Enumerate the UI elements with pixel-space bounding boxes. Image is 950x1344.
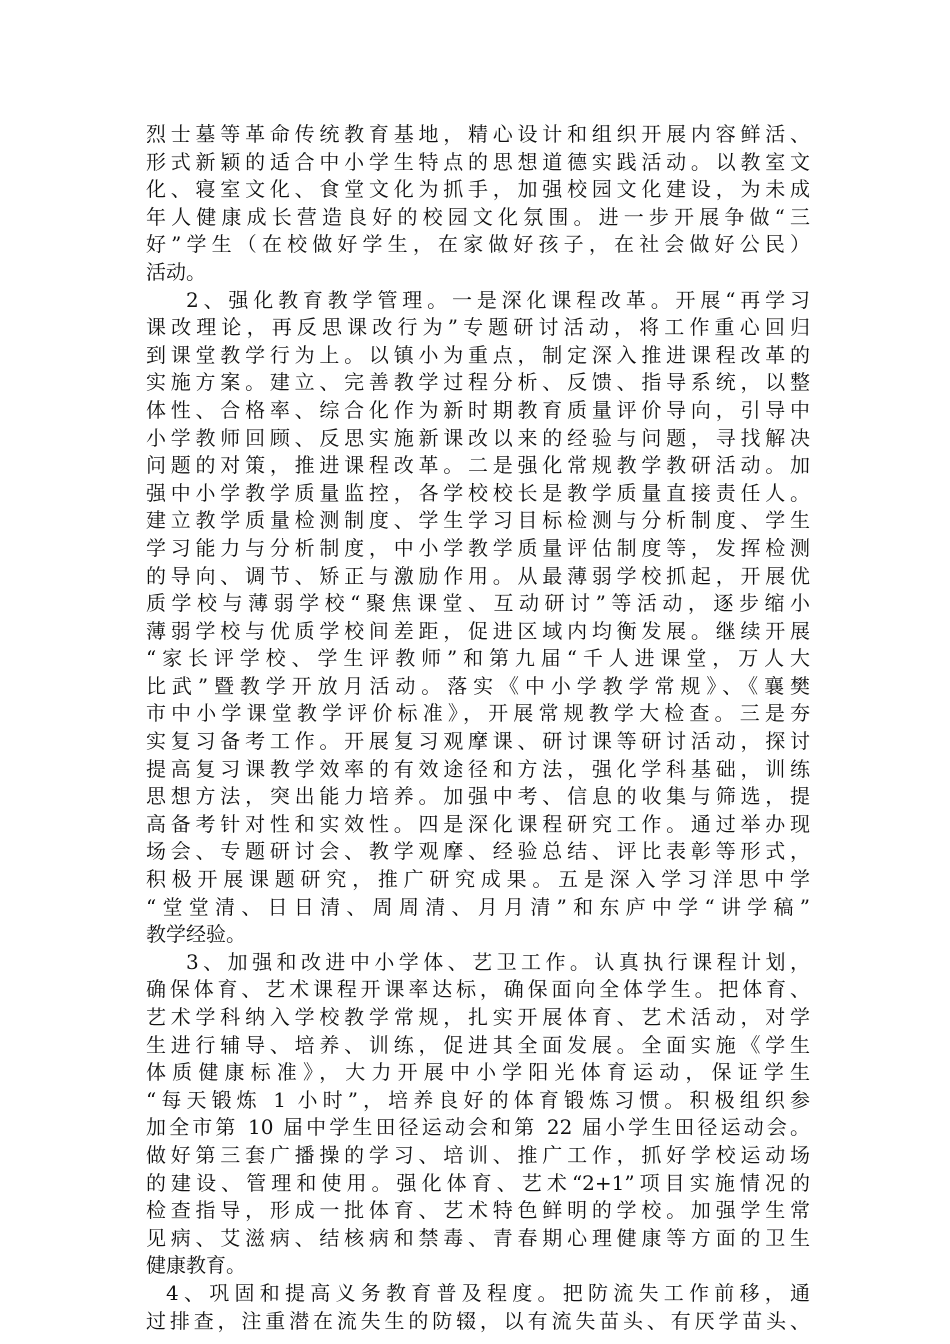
- text-line: 强中小学教学质量监控，各学校校长是教学质量直接责任人。: [146, 480, 810, 505]
- text-line: 化、寝室文化、食堂文化为抓手，加强校园文化建设，为未成: [146, 177, 810, 202]
- text-line: 教学经验。: [146, 922, 246, 947]
- text-line: 做好第三套广播操的学习、培训、推广工作，抓好学校运动场: [146, 1142, 810, 1167]
- text-line: 场会、专题研讨会、教学观摩、经验总结、评比表彰等形式，: [146, 839, 810, 864]
- text-line: 市中小学课堂教学评价标准》，开展常规教学大检查。三是夯: [146, 701, 810, 726]
- text-line: 过排查，注重潜在流失生的防辍，以有流失苗头、有厌学苗头、: [146, 1308, 810, 1333]
- text-line: “每天锻炼 1 小时”，培养良好的体育锻炼习惯。积极组织参: [146, 1087, 810, 1112]
- text-line: 活动。: [146, 259, 206, 284]
- text-line: 实复习备考工作。开展复习观摩课、研讨课等研讨活动，探讨: [146, 729, 810, 754]
- text-line: 实施方案。建立、完善教学过程分析、反馈、指导系统，以整: [146, 370, 810, 395]
- text-line: 2、强化教育教学管理。一是深化课程改革。开展“再学习: [186, 287, 810, 312]
- text-line: 问题的对策，推进课程改革。二是强化常规教学教研活动。加: [146, 453, 810, 478]
- text-line: 烈士墓等革命传统教育基地，精心设计和组织开展内容鲜活、: [146, 122, 810, 146]
- text-line: 提高复习课教学效率的有效途径和方法，强化学科基础，训练: [146, 756, 810, 781]
- text-line: 思想方法，突出能力培养。加强中考、信息的收集与筛选，提: [146, 784, 810, 809]
- text-line: 4、巩固和提高义务教育普及程度。把防流失工作前移，通: [166, 1280, 810, 1305]
- text-line: 好”学生（在校做好学生，在家做好孩子，在社会做好公民）: [146, 232, 810, 257]
- text-line: 到课堂教学行为上。以镇小为重点，制定深入推进课程改革的: [146, 342, 810, 367]
- text-line: 检查指导，形成一批体育、艺术特色鲜明的学校。加强学生常: [146, 1198, 810, 1223]
- text-line: 艺术学科纳入学校教学常规，扎实开展体育、艺术活动，对学: [146, 1005, 810, 1029]
- text-line: 健康教育。: [146, 1253, 246, 1278]
- text-line: 比武”暨教学开放月活动。落实《中小学教学常规》、《襄樊: [146, 673, 810, 698]
- text-line: “堂堂清、日日清、周周清、月月清”和东庐中学“讲学稿”: [146, 894, 810, 919]
- text-line: 的建设、管理和使用。强化体育、艺术“2+1”项目实施情况的: [146, 1170, 810, 1195]
- text-line: 年人健康成长营造良好的校园文化氛围。进一步开展争做“三: [146, 204, 810, 229]
- text-line: 学习能力与分析制度，中小学教学质量评估制度等，发挥检测: [146, 535, 810, 560]
- text-line: 积极开展课题研究，推广研究成果。五是深入学习洋思中学: [146, 867, 810, 892]
- text-line: 建立教学质量检测制度、学生学习目标检测与分析制度、学生: [146, 508, 810, 533]
- text-line: 形式新颖的适合中小学生特点的思想道德实践活动。以教室文: [146, 149, 810, 174]
- text-line: 高备考针对性和实效性。四是深化课程研究工作。通过举办现: [146, 811, 810, 836]
- text-line: “家长评学校、学生评教师”和第九届“千人进课堂，万人大: [146, 646, 810, 671]
- text-line: 薄弱学校与优质学校间差距，促进区域内均衡发展。继续开展: [146, 618, 810, 643]
- text-line: 的导向、调节、矫正与激励作用。从最薄弱学校抓起，开展优: [146, 563, 810, 588]
- text-line: 加全市第 10 届中学生田径运动会和第 22 届小学生田径运动会。: [146, 1115, 810, 1140]
- text-line: 见病、艾滋病、结核病和禁毒、青春期心理健康等方面的卫生: [146, 1225, 810, 1250]
- text-line: 体质健康标准》，大力开展中小学阳光体育运动，保证学生: [146, 1060, 810, 1085]
- text-line: 课改理论，再反思课改行为”专题研讨活动，将工作重心回归: [146, 315, 810, 340]
- text-line: 质学校与薄弱学校“聚焦课堂、互动研讨”等活动，逐步缩小: [146, 591, 810, 616]
- text-line: 3、加强和改进中小学体、艺卫工作。认真执行课程计划，: [186, 949, 810, 974]
- text-line: 确保体育、艺术课程开课率达标，确保面向全体学生。把体育、: [146, 977, 810, 1002]
- text-line: 体性、合格率、综合化作为新时期教育质量评价导向，引导中: [146, 397, 810, 422]
- document-page: [146, 121, 810, 1335]
- text-line: 小学教师回顾、反思实施新课改以来的经验与问题，寻找解决: [146, 425, 810, 450]
- text-line: 生进行辅导、培养、训练，促进其全面发展。全面实施《学生: [146, 1032, 810, 1057]
